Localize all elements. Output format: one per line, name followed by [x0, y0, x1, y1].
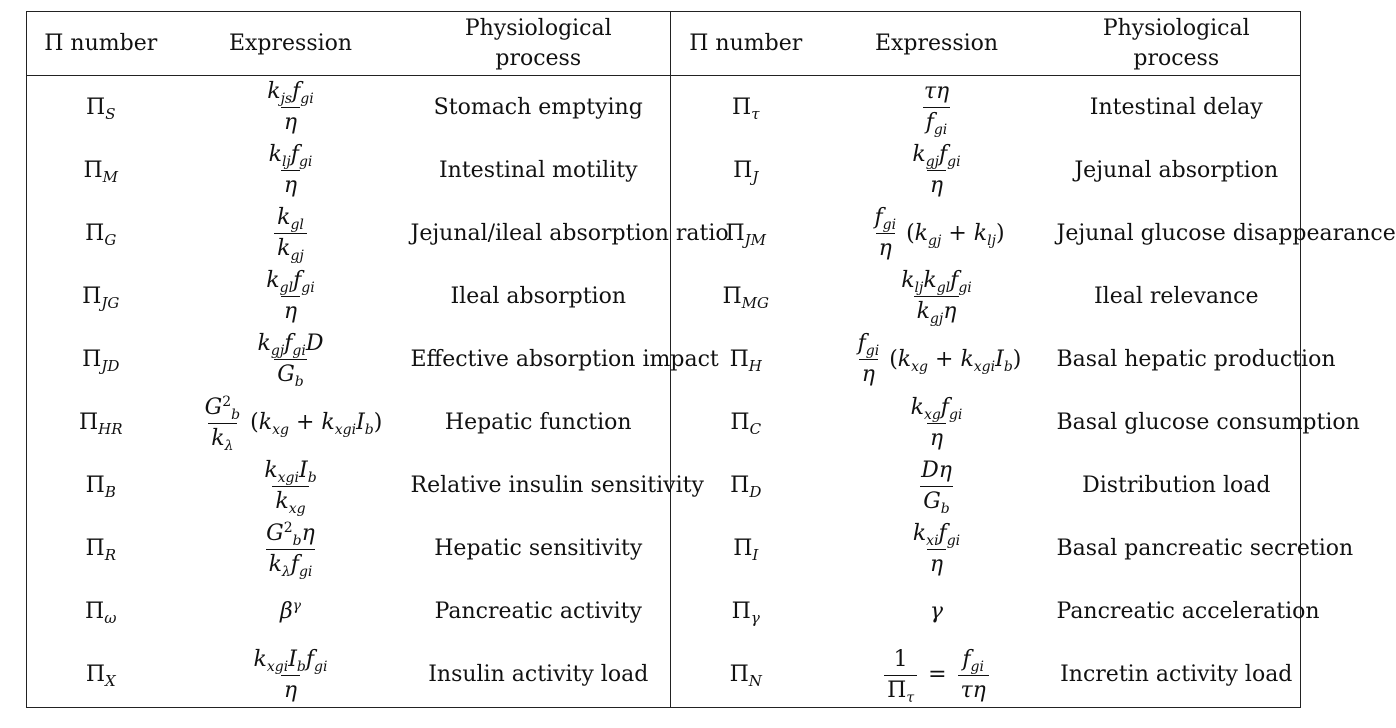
process-cell: Pancreatic activity — [407, 581, 671, 644]
process-cell: Relative insulin sensitivity — [407, 455, 671, 518]
table-row — [27, 328, 1301, 391]
pi-symbol: $\Pi_R$ — [85, 536, 116, 565]
process-cell: Basal pancreatic secretion — [1056, 536, 1354, 562]
pi-symbol: $\Pi_N$ — [729, 662, 762, 691]
expression-cell: $\frac{k_{xgi}I_bf_{gi}}{\eta}$ — [253, 646, 328, 703]
header-pi-number-left: Π number — [27, 12, 175, 76]
header-expression-left: Expression — [175, 12, 407, 76]
pi-symbol: $\Pi_S$ — [86, 94, 116, 123]
expression-cell: $\frac{G^2_b}{k_\lambda}$ $(k_{xg} + k_{xgi}I_b)$ — [204, 393, 383, 454]
pi-symbol: $\Pi_I$ — [733, 536, 759, 565]
expression-cell: $\frac{1}{\Pi_\tau}$ = $\frac{f_{gi}}{\tau\eta}$ — [821, 644, 1053, 708]
pi-symbol: $\Pi_{HR}$ — [78, 410, 123, 439]
pi-symbol: $\Pi_{JG}$ — [82, 283, 120, 312]
table-row — [27, 76, 1301, 140]
header-expression-right: Expression — [821, 12, 1053, 76]
pi-symbol: $\Pi_B$ — [85, 473, 116, 502]
header-pi-number-right: Π number — [671, 12, 821, 76]
expression-cell: $\frac{k_{lj}k_{gl}f_{gi}}{k_{gj}\eta}$ — [901, 268, 972, 328]
pi-symbol: $\Pi_{JD}$ — [82, 346, 120, 375]
expression-cell: $\frac{k_{lj}f_{gi}}{\eta}$ — [268, 142, 313, 199]
pi-symbol: $\Pi_\tau$ — [732, 94, 760, 123]
process-cell: Jejunal absorption — [1074, 157, 1279, 183]
process-cell: Jejunal/ileal absorption ratio — [407, 202, 671, 265]
process-cell: Incretin activity load — [1060, 662, 1293, 688]
process-cell: Pancreatic acceleration — [1056, 599, 1320, 625]
table-row — [27, 139, 1301, 202]
pi-numbers-table — [26, 11, 1396, 708]
table-row — [27, 518, 1301, 581]
process-cell: Distribution load — [1082, 473, 1271, 499]
process-cell: Basal glucose consumption — [1056, 410, 1360, 436]
expression-cell: $\frac{\tau\eta}{f_{gi}}$ — [923, 79, 950, 139]
expression-cell: $\frac{k_{xg}f_{gi}}{\eta}$ — [910, 394, 963, 451]
process-cell: Insulin activity load — [407, 644, 671, 708]
table-row — [27, 455, 1301, 518]
pi-symbol: $\Pi_X$ — [85, 662, 116, 691]
expression-cell: $\frac{f_{gi}}{\eta}$ $(k_{xg} + k_{xgi}I_b)$ — [857, 331, 1022, 388]
pi-symbol: $\Pi_D$ — [730, 473, 762, 502]
table-row — [27, 391, 1301, 454]
pi-symbol: $\Pi_\omega$ — [85, 599, 117, 628]
expression-cell: $\frac{k_{xgi}I_b}{k_{xg}}$ — [264, 457, 317, 517]
expression-cell: $\frac{G^2_b\eta}{k_\lambda f_{gi}}$ — [266, 519, 315, 580]
pi-symbol: $\Pi_M$ — [83, 157, 119, 186]
pi-numbers-table-container — [26, 11, 1396, 708]
pi-symbol: $\Pi_\gamma$ — [731, 599, 760, 628]
pi-symbol: $\Pi_G$ — [85, 220, 117, 249]
process-cell: Stomach emptying — [407, 76, 671, 140]
pi-symbol: $\Pi_{MG}$ — [722, 283, 770, 312]
process-cell: Basal hepatic production — [1056, 346, 1336, 372]
expression-cell: $\frac{D\eta}{G_b}$ — [921, 457, 952, 517]
header-row — [27, 12, 1301, 76]
process-cell: Hepatic function — [407, 391, 671, 454]
expression-cell: $\frac{k_{gj}f_{gi}D}{G_b}$ — [257, 331, 324, 391]
process-cell: Ileal absorption — [407, 265, 671, 328]
table-row — [27, 265, 1301, 328]
expression-cell: $\frac{k_{xi}f_{gi}}{\eta}$ — [912, 520, 961, 577]
process-cell: Intestinal delay — [1089, 94, 1263, 120]
process-cell: Jejunal glucose disappearance — [1056, 220, 1396, 246]
expression-cell: $\frac{k_{js}f_{gi}}{\eta}$ — [267, 79, 314, 136]
table-row — [27, 644, 1301, 708]
pi-symbol: $\Pi_J$ — [733, 157, 759, 186]
process-cell: Intestinal motility — [407, 139, 671, 202]
pi-symbol: $\Pi_C$ — [730, 410, 762, 439]
process-cell: Ileal relevance — [1093, 283, 1259, 309]
header-process-left: Physiological process — [407, 12, 671, 76]
expression-cell: γ — [929, 599, 944, 625]
header-process-right: Physiological process — [1053, 12, 1301, 76]
expression-cell: $\beta^\gamma$ — [279, 598, 302, 625]
expression-cell: $\frac{f_{gi}}{\eta}$ $(k_{gj} + k_{lj})$ — [874, 205, 1005, 262]
pi-symbol: $\Pi_{JM}$ — [725, 220, 767, 249]
process-cell: Hepatic sensitivity — [407, 518, 671, 581]
expression-cell: $\frac{k_{gl}f_{gi}}{\eta}$ — [266, 268, 315, 325]
expression-cell: $\frac{k_{gl}}{k_{gj}}$ — [175, 202, 407, 265]
process-cell: Effective absorption impact — [407, 328, 671, 391]
table-row — [27, 202, 1301, 265]
expression-cell: $\frac{k_{gj}f_{gi}}{\eta}$ — [912, 142, 961, 199]
table-row — [27, 581, 1301, 644]
pi-symbol: $\Pi_H$ — [729, 346, 762, 375]
